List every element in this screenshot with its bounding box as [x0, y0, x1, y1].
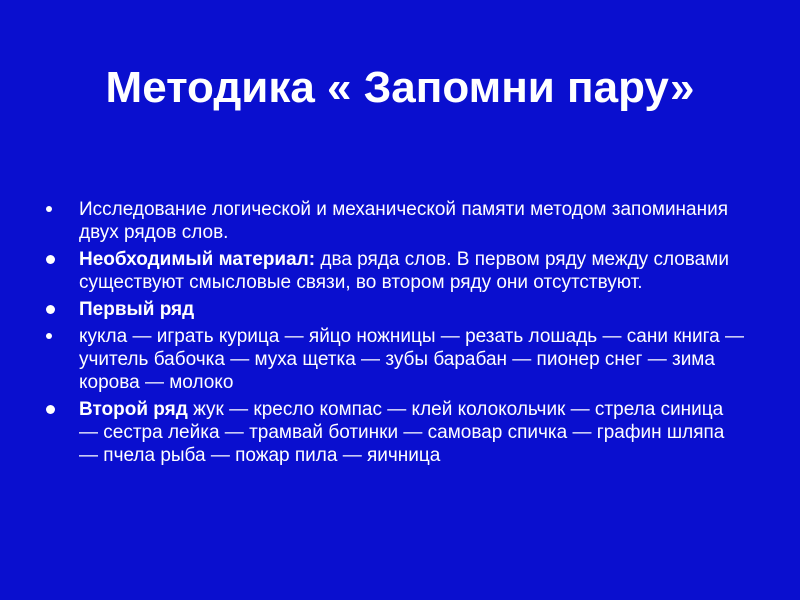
bullet-item-first-row-heading [46, 298, 746, 321]
bullet-dot-icon [46, 206, 52, 212]
bullet-text: Исследование логической и механической памяти методом запоминания двух рядов слов. [79, 199, 729, 243]
bullet-item-first-row-words [46, 325, 746, 394]
bullet-label: Второй ряд [79, 399, 188, 420]
bullet-item-purpose [46, 198, 746, 244]
bullet-dot-icon [46, 255, 55, 264]
bullet-label: Первый ряд [79, 299, 195, 320]
bullet-item-material [46, 248, 746, 294]
bullet-list [46, 198, 746, 471]
bullet-dot-icon [46, 405, 55, 414]
bullet-text: жук — кресло компас — клей колокольчик — стрела синица — сестра лейка — трамвай ботинки — самовар спичка — графин шляпа — пчела рыба — пожар пила — яичница [79, 399, 725, 466]
bullet-dot-icon [46, 333, 52, 339]
bullet-text: кукла — играть курица — яйцо ножницы — резать лошадь — сани книга — учитель бабочка — муха щетка — зубы барабан — пионер снег — зима корова — молоко [79, 326, 744, 393]
bullet-label: Необходимый материал: [79, 249, 316, 270]
bullet-dot-icon [46, 305, 55, 314]
bullet-text: два ряда слов. В первом ряду между словами существуют смысловые связи, во втором ряду они отсутствуют. [79, 249, 729, 293]
bullet-item-second-row [46, 398, 746, 467]
slide-title: Методика « Запомни пару» [105, 63, 695, 112]
